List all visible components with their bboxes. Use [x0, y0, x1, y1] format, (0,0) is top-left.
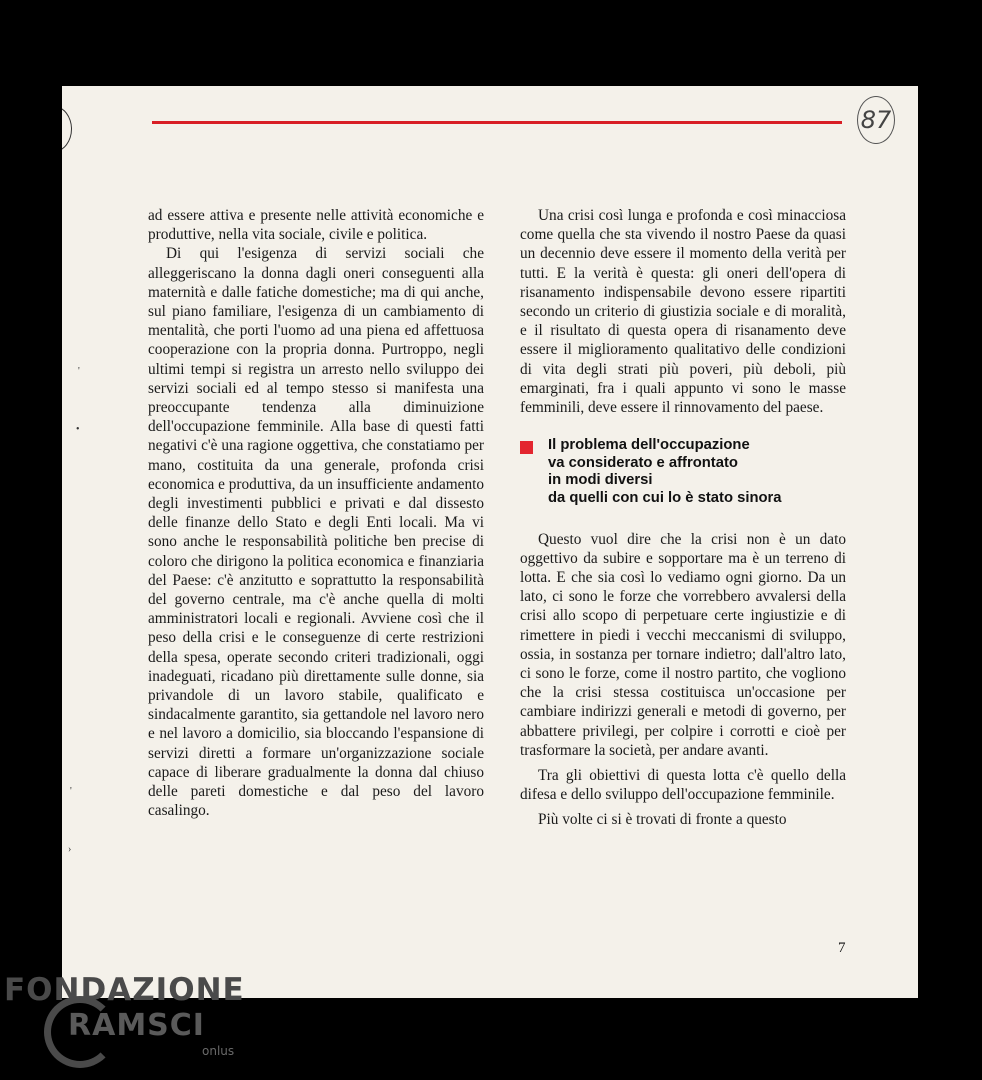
handwritten-page-annotation: 87 [857, 96, 895, 144]
right-text-column [520, 206, 846, 830]
red-header-rule [152, 121, 842, 124]
section-heading-text: Il problema dell'occupazione va considerato e affrontato in modi diversi da quelli con cui lo è stato sinora [548, 437, 782, 507]
document-page [62, 86, 918, 998]
page-number: 7 [838, 940, 846, 956]
handwritten-arc-mark [62, 106, 72, 152]
paragraph: Una crisi così lunga e profonda e così minacciosa come quella che sta vivendo il nostro Paese da quasi un decennio deve essere il momento della verità per tutti. E la verità è questa: gli oneri dell'opera di risanamento indispensabile devono essere ripartiti secondo un criterio di giustizia sociale e di moralità, e il risultato di questa opera di risanamento deve essere il miglioramento qualitativo delle condizioni di vita degli strati più poveri, più deboli, più emarginati, fra i quali appunto vi sono le masse femminili, deve essere il rinnovamento del paese. [520, 207, 846, 417]
scan-mark: › [68, 844, 72, 855]
fondazione-gramsci-watermark [4, 972, 244, 1080]
paragraph: ad essere attiva e presente nelle attività economiche e produttive, nella vita sociale, civile e politica. [148, 207, 484, 244]
paragraph: Questo vuol dire che la crisi non è un dato oggettivo da subire e sopportare ma è un terreno di lotta. E che sia così lo vediamo ogni giorno. Da un lato, ci sono le forze che vorrebbero avvalersi della crisi allo scopo di perpetuare certe ingiustizie e di rimettere in piedi i vecchi meccanismi di sviluppo, ossia, in sostanza per tornare indietro; dall'altro lato, ci sono le forze, come il nostro partito, che vogliono che la crisi stessa costituisca un'occasione per cambiare indirizzi generali e metodi di governo, per abbattere privilegi, per colpire i corrotti e cioè per trasformare la società, per andare avanti. [520, 530, 846, 759]
left-text-column [148, 206, 484, 821]
paragraph: Più volte ci si è trovati di fronte a questo [538, 811, 787, 829]
section-heading [520, 437, 846, 507]
red-square-bullet-icon [520, 441, 533, 454]
paragraph: Di qui l'esigenza di servizi sociali che alleggeriscano la donna dagli oneri conseguenti alla maternità e dalle fatiche domestiche; ma di qui anche, sul piano familiare, l'esigenza di un cambiamento di mentalità, che porti l'uomo ad una piena ed affettuosa cooperazione con la propria donna. Purtroppo, negli ultimi tempi si registra un arresto nello sviluppo dei servizi sociali ed al tempo stesso si manifesta una preoccupante tendenza alla diminuizione dell'occupazione femminile. Alla base di questi fatti negativi c'è una ragione oggettiva, che constatiamo per mano, costituita da una generale, profonda crisi economica e produttiva, da un insufficiente andamento degli investimenti pubblici e privati e dal dissesto delle finanze dello Stato e degli Enti locali. Ma vi sono anche le responsabilità politiche ben precise di coloro che dirigono la politica economica e finanziaria del Paese: c'è anzitutto e soprattutto la responsabilità del governo centrale, ma c'è anche quella di molti amministratori locali e regionali. Avviene così che il peso della crisi e le conseguenze di certe restrizioni della spesa, operate secondo criteri tradizionali, oggi inadeguati, ricadano più direttamente sulle donne, sia privandole di un lavoro stabile, qualificato e sindacalmente garantito, sia gettandole nel lavoro nero e nel lavoro a domicilio, sia bloccando l'espansione di servizi diretti a formare un'organizzazione sociale capace di liberare gradualmente la donna dal chiuso delle pareti domestiche e dal peso del lavoro casalingo. [148, 245, 484, 820]
scan-mark: ' [70, 786, 72, 797]
scan-mark: ' [78, 366, 80, 377]
watermark-line3: onlus [202, 1044, 235, 1058]
paragraph: Tra gli obiettivi di questa lotta c'è quello della difesa e dello sviluppo dell'occupazione femminile. [520, 767, 846, 804]
watermark-line1: FONDAZIONE [4, 972, 245, 1008]
watermark-line2: RAMSCI [68, 1008, 205, 1043]
scan-mark: • [76, 424, 80, 435]
